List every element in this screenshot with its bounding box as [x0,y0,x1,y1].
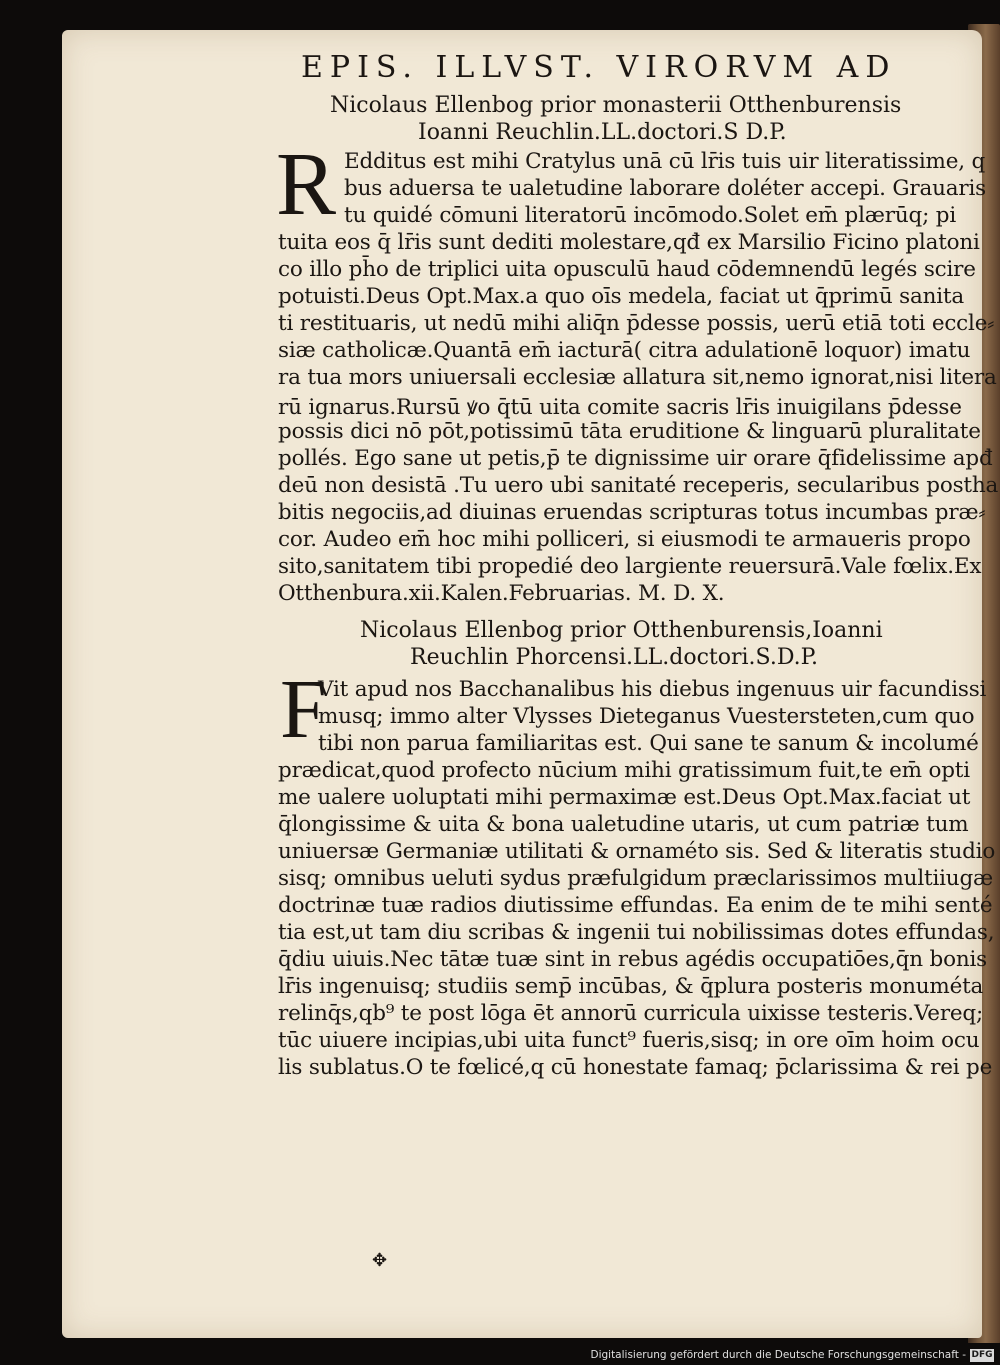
printer-ornament: ✥ [372,1250,388,1271]
drop-cap-r: R [276,135,337,234]
letter1-line: possis dici nō pōt,potissimū tāta eruditione & linguarū pluralitate [278,419,981,444]
letter1-line: Otthenbura.xii.Kalen.Februarias. M. D. X. [278,581,725,606]
letter2-line: tūc uiuere incipias,ubi uita funct⁹ fueris,sisq; in ore oīm hoim ocu [278,1028,980,1053]
letter2-heading-line1: Nicolaus Ellenbog prior Otthenburensis,Ioanni [360,618,883,643]
letter1-line: bus aduersa te ualetudine laborare doléter accepi. Grauaris [344,176,986,201]
letter1-line: co illo ph̄o de triplici uita opusculū haud cōdemnendū legés scire [278,257,976,282]
letter2-line: Vit apud nos Bacchanalibus his diebus ingenuus uir facundissi [318,677,987,702]
letter2-line: doctrinæ tuæ radios diutissime effundas. Ea enim de te mihi senté [278,893,993,918]
letter1-line: pollés. Ego sane ut petis,p̄ te dignissime uir orare q̄fidelissime apđ [278,446,993,471]
letter1-line: tuita eos q̄ lr̄is sunt dediti molestare,qđ ex Marsilio Ficino platoni [278,230,980,255]
letter2-line: sisq; omnibus ueluti sydus præfulgidum præclarissimos multiiugæ [278,866,994,891]
letter2-heading-line2: Reuchlin Phorcensi.LL.doctori.S.D.P. [410,645,818,670]
letter2-line: lis sublatus.O te fœlicé,q cū honestate famaq; p̄clarissima & rei pe [278,1055,993,1080]
letter1-line: ra tua mors uniuersali ecclesiæ allatura sit,nemo ignorat,nisi litera [278,365,997,390]
letter1-line: sito,sanitatem tibi propedié deo largiente reuersurā.Vale fœlix.Ex [278,554,982,579]
letter1-line: rū ignarus.Rursū ꝟo q̄tū uita comite sacris lr̄is inuigilans p̄desse [278,395,962,420]
letter2-line: q̄longissime & uita & bona ualetudine utaris, ut cum patriæ tum [278,812,969,837]
letter2-line: tibi non parua familiaritas est. Qui sane te sanum & incolumé [318,731,979,756]
letter2-line: musq; immo alter Vlysses Dieteganus Vuestersteten,cum quo [318,704,975,729]
dfg-logo: DFG [971,1350,993,1360]
letter2-line: relinq̄s,qb⁹ te post lōga ēt annorū curricula uixisse testeris.Vereq; [278,1001,984,1026]
letter2-line: uniuersæ Germaniæ utilitati & ornaméto sis. Sed & literatis studio [278,839,996,864]
letter2-line: me ualere uoluptati mihi permaximæ est.Deus Opt.Max.faciat ut [278,785,971,810]
letter1-line: potuisti.Deus Opt.Max.a quo oīs medela, faciat ut q̄primū sanita [278,284,964,309]
letter1-heading-line2: Ioanni Reuchlin.LL.doctori.S D.P. [418,120,787,145]
letter2-line: q̄diu uiuis.Nec tātæ tuæ sint in rebus agédis occupatiōes,q̄n bonis [278,947,987,972]
letter1-line: ti restituaris, ut nedū mihi aliq̄n p̄desse possis, uerū etiā toti eccle⸗ [278,311,995,336]
letter1-line: tu quidé cōmuni literatorū incōmodo.Solet em̄ plærūq; pi [344,203,957,228]
letter2-line: prædicat,quod profecto nūcium mihi gratissimum fuit,te em̄ opti [278,758,970,783]
running-head: EPIS. ILLVST. VIRORVM AD [301,50,897,85]
funding-notice: Digitalisierung gefördert durch die Deutsche Forschungsgemeinschaft - [590,1349,966,1361]
letter1-line: bitis negociis,ad diuinas eruendas scripturas totus incumbas præ⸗ [278,500,986,525]
letter1-line: siæ catholicæ.Quantā em̄ iacturā( citra adulationē loquor) imatu [278,338,971,363]
letter2-line: tia est,ut tam diu scribas & ingenii tui nobilissimas dotes effundas, [278,920,995,945]
letter1-line: cor. Audeo em̄ hoc mihi polliceri, si eiusmodi te armaueris propo [278,527,971,552]
letter1-line: deū non desistā .Tu uero ubi sanitaté receperis, secularibus postha [278,473,999,498]
footer-bar [0,1343,1000,1365]
letter1-heading-line1: Nicolaus Ellenbog prior monasterii Otthenburensis [330,93,902,118]
letter1-line: Edditus est mihi Cratylus unā cū lr̄is tuis uir literatissime, q [344,149,986,174]
letter2-line: lr̄is ingenuisq; studiis semp̄ incūbas, & q̄plura posteris monuméta [278,974,984,999]
drop-cap-f: F [280,663,327,756]
